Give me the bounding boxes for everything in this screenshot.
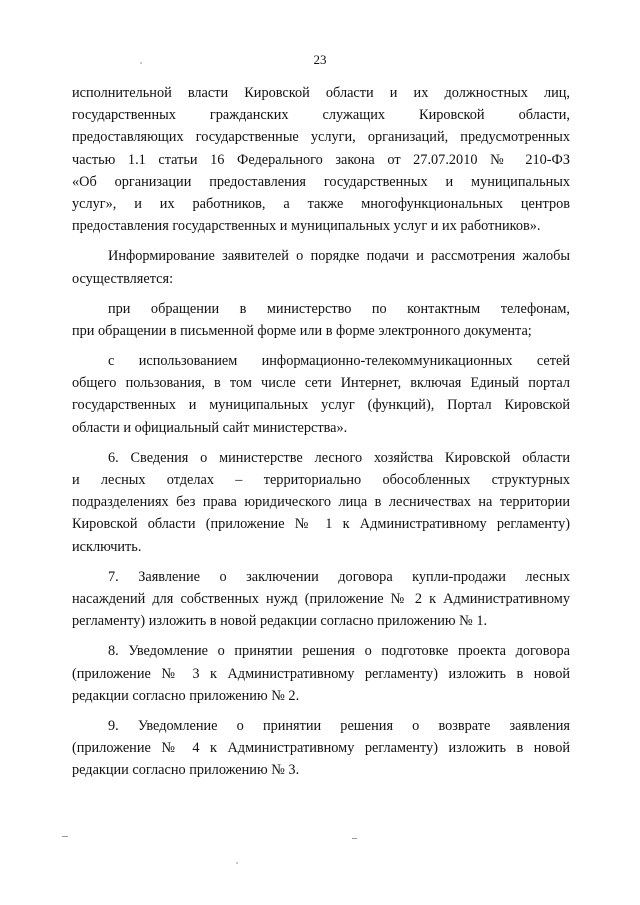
text-line: при обращении в письменной форме или в форме электронного документа; [72,322,532,339]
text-line: исполнительной власти Кировской области и их должностных лиц, [72,85,570,101]
text-line: и лесных отделах – территориально обособленных структурных [72,472,570,488]
text-line: государственных гражданских служащих Кировской области, [72,107,570,124]
text-line: Кировской области (приложение № 1 к Административному регламенту) [72,516,570,533]
text-line: подразделениях без права юридического лица в лесничествах на территории [72,494,570,511]
text-line: редакции согласно приложению № 3. [72,762,300,779]
text-line: осуществляется: [72,270,174,287]
paragraph-informing [72,245,570,289]
text-line: (приложение № 3 к Административному регламенту) изложить в новой [72,665,570,682]
text-line: 7. Заявление о заключении договора купли-продажи лесных [108,568,570,585]
scan-artifact [352,838,357,839]
text-line: при обращении в министерство по контактным телефонам, [108,300,570,317]
scan-artifact [236,862,238,864]
text-line: Информирование заявителей о порядке подачи и рассмотрения жалобы [108,248,570,265]
page-number: 23 [313,52,327,67]
document-body [72,82,570,789]
text-line: 8. Уведомление о принятии решения о подготовке проекта договора [108,643,570,660]
paragraph-item-7 [72,566,570,633]
text-line: 9. Уведомление о принятии решения о возврате заявления [108,717,570,734]
scan-artifact [62,836,68,837]
text-line: общего пользования, в том числе сети Интернет, включая Единый портал [72,375,570,392]
text-line: предоставления государственных и муниципальных услуг и их работников». [72,218,541,235]
paragraph-networks [72,350,570,439]
text-line: частью 1.1 статьи 16 Федерального закона от 27.07.2010 № 210-ФЗ [72,151,570,168]
text-line: услуг», и их работников, а также многофункциональных центров [72,195,570,212]
text-line: области и официальный сайт министерства». [72,419,348,436]
paragraph-continuation [72,82,570,237]
text-line: с использованием информационно-телекоммуникационных сетей [108,353,570,370]
text-line: «Об организации предоставления государственных и муниципальных [72,173,570,190]
text-line: редакции согласно приложению № 2. [72,687,300,704]
text-line: 6. Сведения о министерстве лесного хозяйства Кировской области [108,449,570,466]
paragraph-item-9 [72,715,570,782]
text-line: государственных и муниципальных услуг (функций), Портал Кировской [72,397,570,414]
scan-artifact [140,62,142,64]
paragraph-item-6 [72,447,570,558]
text-line: регламенту) изложить в новой редакции согласно приложению № 1. [72,613,488,630]
paragraph-item-8 [72,640,570,707]
text-line: исключить. [72,538,142,555]
paragraph-phone [72,298,570,342]
text-line: (приложение № 4 к Административному регламенту) изложить в новой [72,740,570,757]
text-line: предоставляющих государственные услуги, организаций, предусмотренных [72,129,570,146]
text-line: насаждений для собственных нужд (приложение № 2 к Административному [72,590,570,607]
